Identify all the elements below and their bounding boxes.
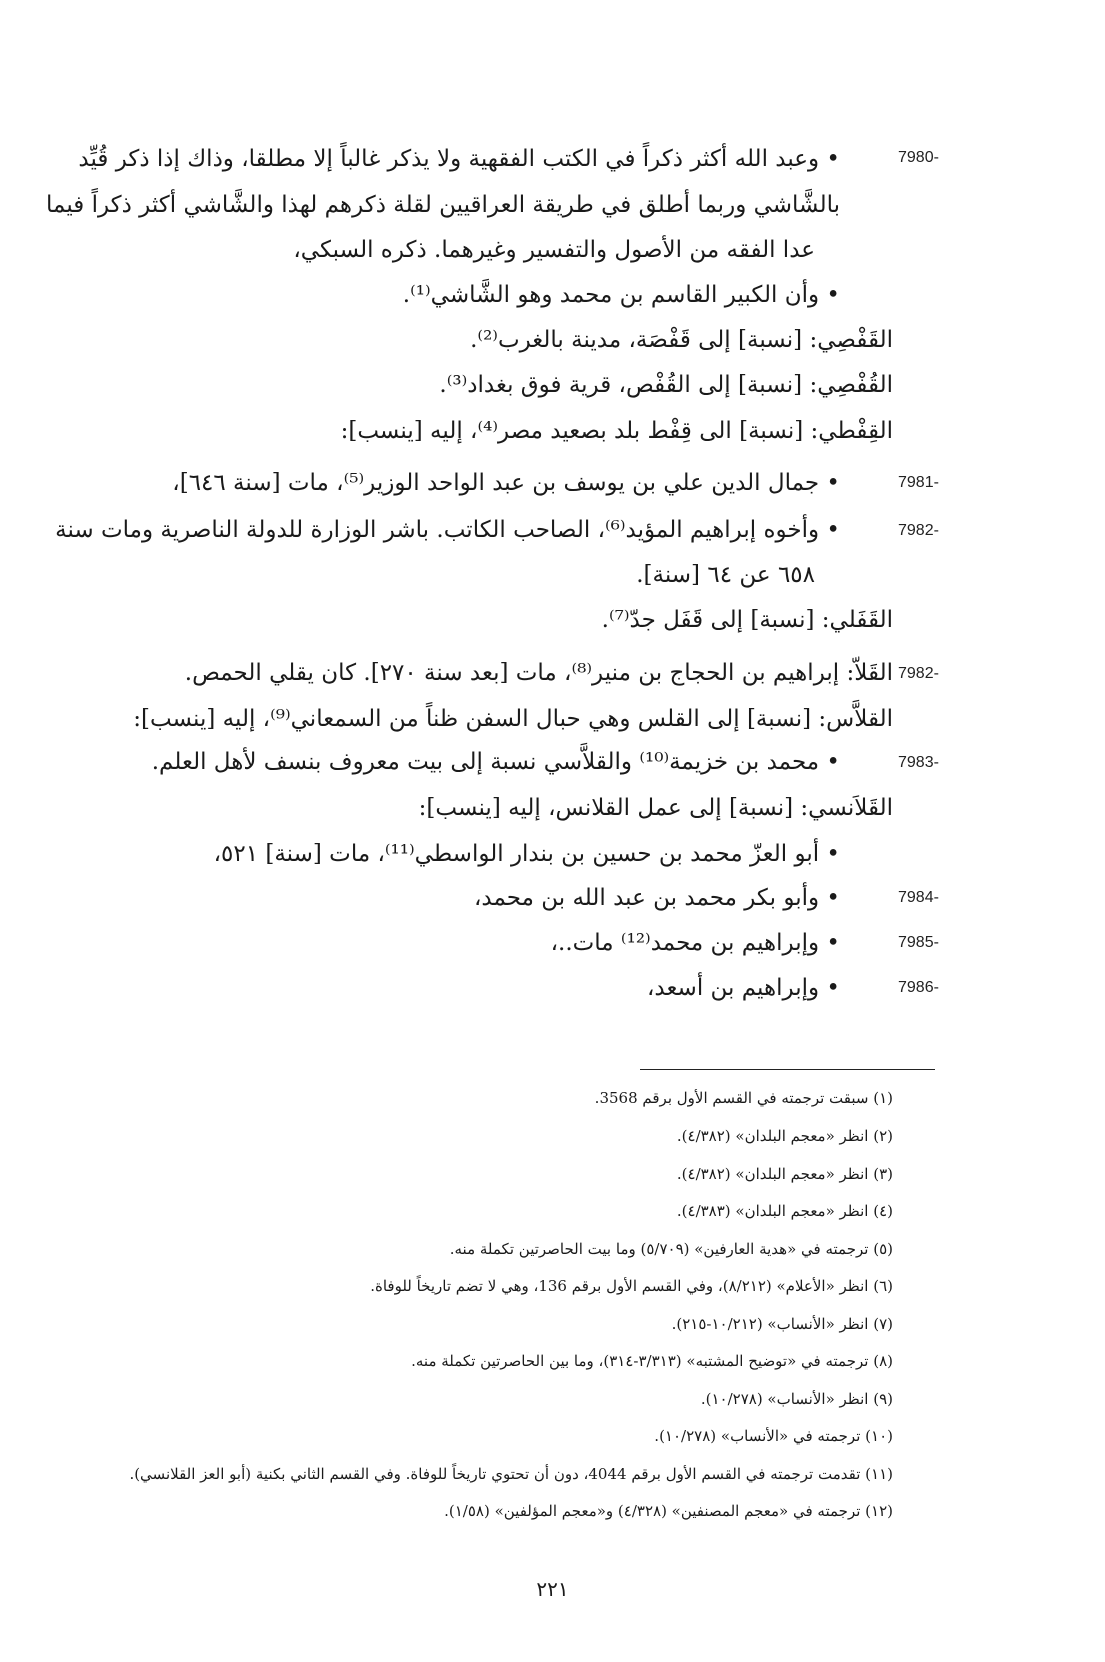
text-line: ٦٥٨ عن ٦٤ [سنة].	[636, 562, 815, 588]
footnote: (٣) انظر «معجم البلدان» (٤/٣٨٢).	[676, 1165, 893, 1183]
entry-number-7985: 7985-	[898, 934, 939, 951]
heading-qafsi: القَفْصِي: [نسبة] إلى قَفْصَة، مدينة بالغرب⁽²⁾.	[470, 327, 893, 353]
text-line: • أبو العزّ محمد بن حسين بن بندار الواسطي⁽¹¹⁾، مات [سنة] ٥٢١،	[213, 841, 840, 867]
footnote: (٩) انظر «الأنساب» (١٠/٢٧٨).	[700, 1390, 893, 1408]
footnote: (٢) انظر «معجم البلدان» (٤/٣٨٢).	[676, 1127, 893, 1145]
heading-qallas: القلاَّس: [نسبة] إلى القلس وهي حبال السفن ظناً من السمعاني⁽⁹⁾، إليه [ينسب]:	[133, 706, 893, 732]
text-line: عدا الفقه من الأصول والتفسير وغيرهما. ذكره السبكي،	[293, 237, 815, 263]
entry-number-7986: 7986-	[898, 979, 939, 996]
footnote: (٥) ترجمته في «هدية العارفين» (٥/٧٠٩) وما بيت الحاصرتين تكملة منه.	[449, 1240, 893, 1258]
text-line: • وإبراهيم بن أسعد،	[646, 975, 840, 1001]
footnote: (٤) انظر «معجم البلدان» (٤/٣٨٣).	[676, 1202, 893, 1220]
text-line: • وأخوه إبراهيم المؤيد⁽⁶⁾، الصاحب الكاتب. باشر الوزارة للدولة الناصرية ومات سنة	[55, 517, 840, 543]
footnote-separator	[640, 1069, 935, 1070]
footnote: (١١) تقدمت ترجمته في القسم الأول برقم 4044، دون أن تحتوي تاريخاً للوفاة. وفي القسم الثاني بكنية (أبو العز القلانسي).	[129, 1465, 893, 1483]
entry-number-7981: 7981-	[898, 474, 939, 491]
entry-number-7984: 7984-	[898, 889, 939, 906]
footnote: (٦) انظر «الأعلام» (٨/٢١٢)، وفي القسم الأول برقم 136، وهي لا تضم تاريخاً للوفاة.	[370, 1277, 893, 1295]
heading-qifti: القِفْطي: [نسبة] الى قِفْط بلد بصعيد مصر⁽⁴⁾، إليه [ينسب]:	[340, 418, 893, 444]
footnote: (١) سبقت ترجمته في القسم الأول برقم 3568.	[594, 1089, 893, 1107]
text-line: • وعبد الله أكثر ذكراً في الكتب الفقهية ولا يذكر غالباً إلا مطلقا، وذاك إذا ذكر قُيِّد	[78, 146, 840, 172]
page-number: ٢٢١	[536, 1577, 569, 1601]
footnote: (١٢) ترجمته في «معجم المصنفين» (٤/٣٢٨) و«معجم المؤلفين» (١/٥٨).	[444, 1502, 893, 1520]
text-line: بالشَّاشي وربما أطلق في طريقة العراقيين لقلة ذكرهم لهذا والشَّاشي أكثر ذكراً فيما	[46, 192, 840, 218]
entry-number-7983: 7983-	[898, 754, 939, 771]
footnote: (١٠) ترجمته في «الأنساب» (١٠/٢٧٨).	[654, 1427, 893, 1445]
heading-qalanisi: القَلاَنسي: [نسبة] إلى عمل القلانس، إليه [ينسب]:	[418, 795, 893, 821]
entry-number-7982: 7982-	[898, 522, 939, 539]
heading-qufsi: القُفْصِي: [نسبة] إلى القُفْص، قرية فوق بغداد⁽³⁾.	[439, 372, 893, 398]
text-line: • وأن الكبير القاسم بن محمد وهو الشَّاشي⁽¹⁾.	[402, 282, 840, 308]
entry-number-7982-b: 7982-	[898, 665, 939, 682]
footnote: (٧) انظر «الأنساب» (١٠/٢١٢-٢١٥).	[671, 1315, 893, 1333]
heading-qalla: القَلاّ: إبراهيم بن الحجاج بن منير⁽⁸⁾، مات [بعد سنة ٢٧٠]. كان يقلي الحمص.	[184, 660, 893, 686]
text-line: • محمد بن خزيمة⁽¹⁰⁾ والقلاَّسي نسبة إلى بيت معروف بنسف لأهل العلم.	[151, 749, 840, 775]
text-line: • وإبراهيم بن محمد⁽¹²⁾ مات..،	[550, 930, 840, 956]
text-line: • جمال الدين علي بن يوسف بن عبد الواحد الوزير⁽⁵⁾، مات [سنة ٦٤٦]،	[172, 470, 840, 496]
footnote: (٨) ترجمته في «توضيح المشتبه» (٣/٣١٣-٣١٤)، وما بين الحاصرتين تكملة منه.	[411, 1352, 893, 1370]
heading-qafali: القَفَلي: [نسبة] إلى قَفَل جدّ⁽⁷⁾.	[601, 607, 893, 633]
text-line: • وأبو بكر محمد بن عبد الله بن محمد،	[473, 885, 840, 911]
entry-number-7980: 7980-	[898, 149, 939, 166]
